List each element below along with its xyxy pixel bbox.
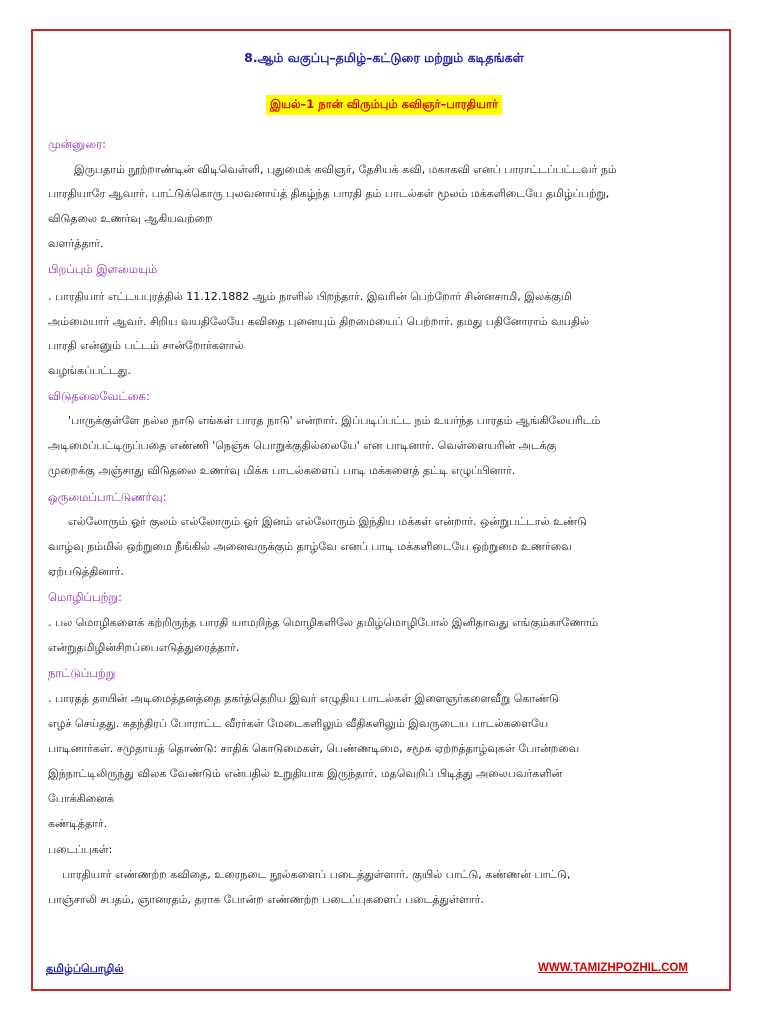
document-title: 8.ஆம் வகுப்பு–தமிழ்–கட்டுரை மற்றும் கடிதங்கள் [244,50,524,65]
paragraph-line: வழங்கப்பட்டது. [48,364,131,377]
paragraph-line: ஏற்படுத்தினார். [48,565,124,578]
paragraph-line: எழச் செய்தது. சுதந்திரப் போராட்ட வீரர்கள் மேடைகளிலும் வீதிகளிலும் இவருடைய பாடல்களையே [48,717,549,730]
paragraph-line: அடிமைப்பட்டிருப்பதை எண்ணி 'நெஞ்சு பொறுக்குதில்லையே' என பாடினார். வெள்ளையரின் அடக்கு [48,439,557,452]
section-heading-works: படைப்புகள்: [48,843,113,856]
paragraph-line: . பல மொழிகளைக் கற்றிருந்த பாரதி யாமறிந்த மொழிகளிலே தமிழ்மொழிபோல் இனிதாவது எங்கும்காணோம் [48,616,599,629]
paragraph-line: முறைக்கு அஞ்சாது விடுதலை உணர்வு மிக்க பாடல்களைப் பாடி மக்களைத் தட்டி எழுப்பினார். [48,464,516,477]
paragraph-line: 'பாருக்குள்ளே நல்ல நாடு எங்கள் பாரத நாடு' என்றார். இப்படிப்பட்ட நம் உயர்ந்த பாரதம் ஆங்கிலேயரிடம் [68,414,601,427]
paragraph-line: என்றுதமிழின்சிறப்பைஎடுத்துரைத்தார். [48,641,240,654]
paragraph-line: எல்லோரும் ஓர் குலம் எல்லோரும் ஓர் இனம் எல்லோரும் இந்திய மக்கள் என்றார். ஒன்றுபட்டால் உண்டு [68,515,587,528]
paragraph-line: வளர்த்தார். [48,237,104,250]
paragraph-line: பாடினார்கள். சமுதாயத் தொண்டு: சாதிக் கொடுமைகள், பெண்ணடிமை, சமூக ஏற்றத்தாழ்வுகள் போன்றவை [48,742,580,755]
section-heading-patriotism: நாட்டுப்பற்று [48,666,116,680]
footer-site-name[interactable]: தமிழ்ப்பொழில் [46,962,124,975]
paragraph-line: . பாரதியார் எட்டயபுரத்தில் 11.12.1882 ஆம் நாளில் பிறந்தார். இவரின் பெற்றோர் சின்னசாமி, இலக்குமி [48,290,572,303]
section-heading-unity: ஒருமைப்பாட்டுணர்வு: [48,490,167,504]
section-heading-freedom: விடுதலைவேட்கை: [48,389,150,403]
section-heading-language: மொழிப்பற்று: [48,590,122,604]
paragraph-line: பாரதி என்னும் பட்டம் சான்றோர்களால் [48,339,244,352]
paragraph-line: பாரதியார் எண்ணற்ற கவிதை, உரைநடை நூல்களைப் படைத்துள்ளார். குயில் பாட்டு, கண்ணன் பாட்டு, [62,868,571,881]
paragraph-line: இருபதாம் நூற்றாண்டின் விடிவெள்ளி, புதுமைக் கவிஞர், தேசியக் கவி, மகாகவி எனப் பாராட்டப்பட்டவர் நம் [74,163,617,176]
paragraph-line: வாழ்வு நம்மில் ஒற்றுமை நீங்கில் அனைவருக்கும் தாழ்வே எனப் பாடி மக்களிடையே ஒற்றுமை உணர்வை [48,540,572,553]
footer-website-link[interactable]: WWW.TAMIZHPOZHIL.COM [538,962,688,974]
section-heading-birth: பிறப்பும் இளமையும் [48,262,158,276]
section-heading-intro: முன்னுரை: [48,137,106,151]
document-subtitle: இயல்–1 நான் விரும்பும் கவிஞர்–பாரதியார் [266,95,502,115]
paragraph-line: இந்நாட்டிலிருந்து விலக வேண்டும் என்பதில் உறுதியாக இருந்தார். மதவெறிப் பிடித்து அலைபவர்களின் [48,767,563,780]
subtitle-wrap [0,93,768,115]
paragraph-line: விடுதலை உணர்வு ஆகியவற்றை [48,212,213,225]
paragraph-line: போக்கினைக் [48,792,114,805]
paragraph-line: பாரதியாரே ஆவார். பாட்டுக்கொரு புலவனாய்த் திகழ்ந்த பாரதி தம் பாடல்கள் மூலம் மக்களிடையே தமிழ்ப்பற்று, [48,187,610,200]
paragraph-line: கண்டித்தார். [48,817,108,830]
paragraph-line: அம்மையார் ஆவர். சிறிய வயதிலேயே கவிதை புனையும் திறமையைப் பெற்றார். தமது பதினோராம் வயதில் [48,315,590,328]
paragraph-line: . பாரதத் தாயின் அடிமைத்தனத்தை தகர்த்தெறிய இவர் எழுதிய பாடல்கள் இளைஞர்களைவீறு கொண்டு [48,692,559,705]
paragraph-line: பாஞ்சாலி சபதம், ஞானரதம், தராசு போன்ற எண்ணற்ற படைப்புகளைப் படைத்துள்ளார். [48,893,484,906]
